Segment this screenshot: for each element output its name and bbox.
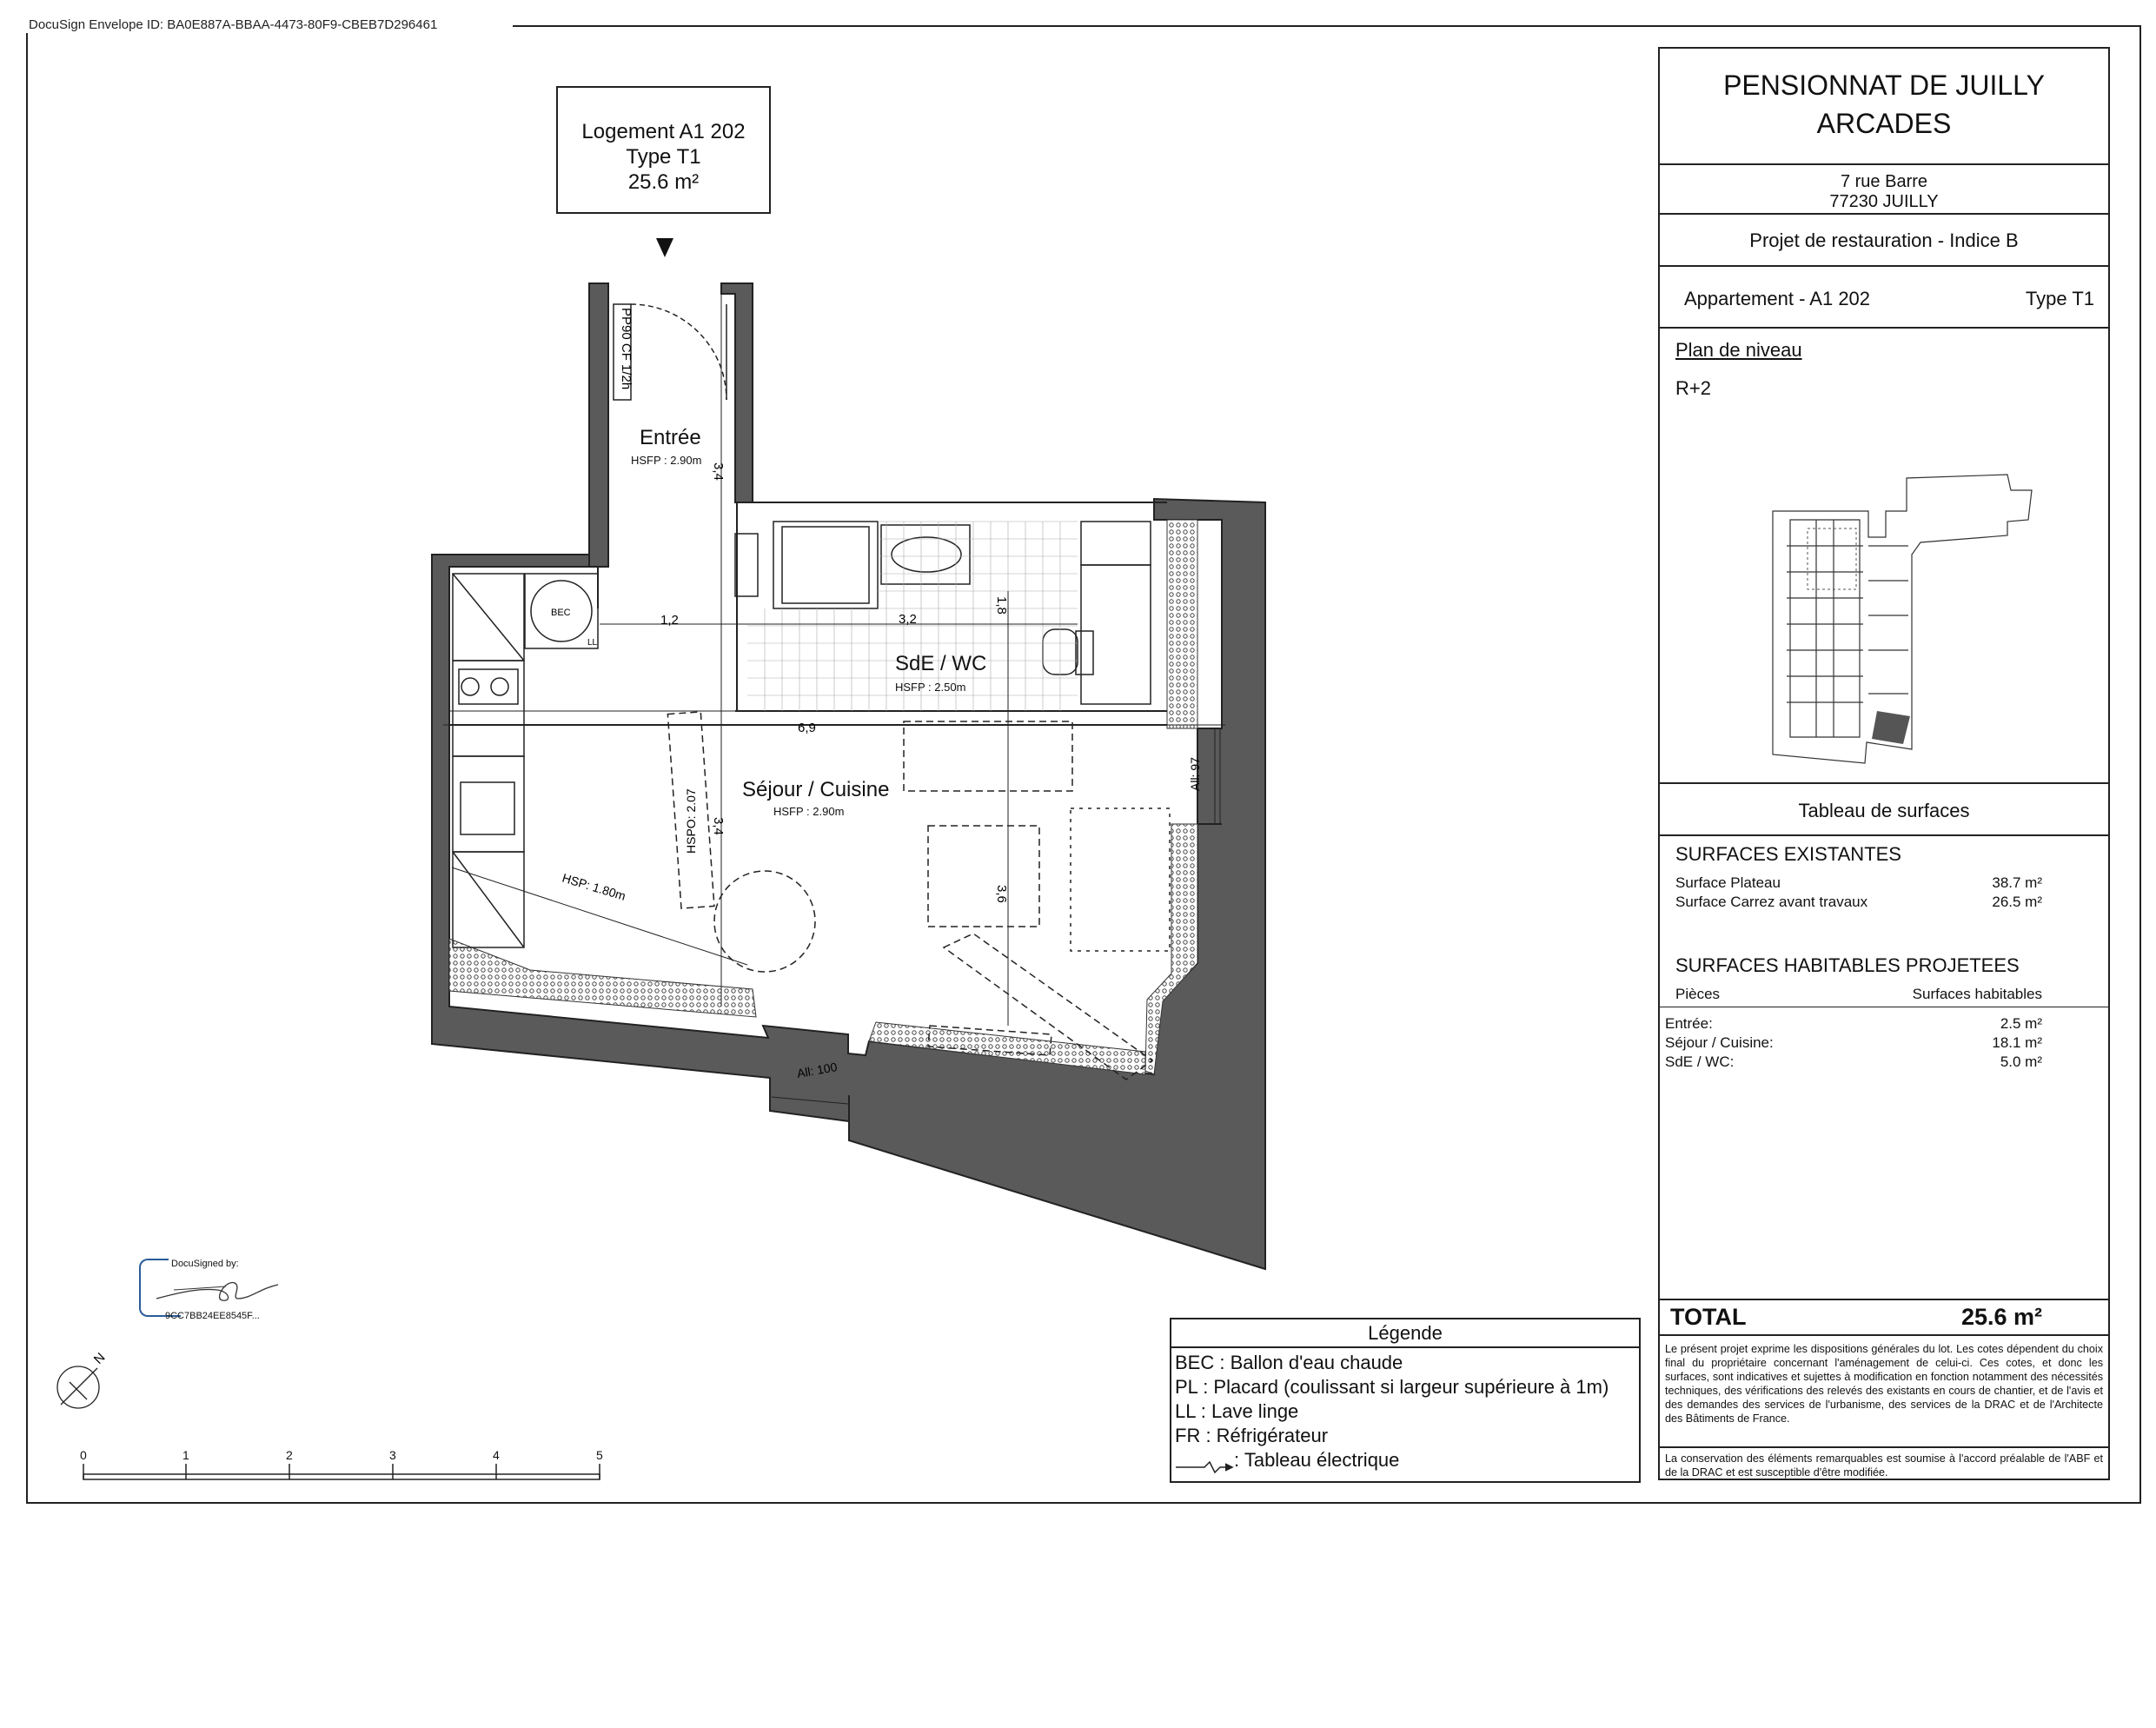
signature-scribble-icon [148,1273,287,1307]
surfaces-title-row [1660,784,2108,836]
signature-hash: 9CC7BB24EE8545F... [165,1311,260,1321]
hspo-label: HSPO: 2.07 [684,788,698,854]
dim-bath-width: 3,2 [899,612,917,627]
scale-label: 0 [80,1448,87,1462]
title-block [1658,47,2110,1480]
ll-label: LL [587,638,598,648]
room-sejour-height: HSFP : 2.90m [773,805,845,818]
scale-label: 5 [596,1448,603,1462]
project-name-row [1660,49,2108,165]
legend-item: PL : Placard (coulissant si largeur supérieure à 1m) [1175,1376,1609,1398]
projected-value: 2.5 m² [2000,1015,2042,1032]
door-label: PP90 CF 1/2h [619,308,634,390]
address-row [1660,165,2108,215]
project-name: PENSIONNAT DE JUILLY [1723,70,2045,101]
docusign-signature [139,1259,287,1324]
existing-value: 26.5 m² [1992,894,2042,910]
legend-title: Légende [1171,1319,1639,1348]
project-row [1660,215,2108,267]
allege-97-label: All: 97 [1188,757,1202,791]
scale-label: 2 [286,1448,293,1462]
plan-level: R+2 [1675,377,1711,399]
projected-label: SdE / WC: [1665,1053,1735,1070]
bec-label: BEC [551,608,571,618]
legend-item: LL : Lave linge [1175,1400,1299,1422]
projected-col-left: Pièces [1675,986,1721,1002]
project-phase: Projet de restauration - Indice B [1749,229,2019,251]
apartment-id: Appartement - A1 202 [1684,288,1871,309]
room-sde-height: HSFP : 2.50m [895,681,966,694]
projected-title: SURFACES HABITABLES PROJETEES [1675,954,2020,976]
dim-living-length: 3,4 [711,817,726,835]
envelope-id: DocuSign Envelope ID: BA0E887A-BBAA-4473-80F9-CBEB7D296461 [29,17,438,32]
scale-label: 1 [182,1448,189,1462]
dim-bath-depth: 1,8 [994,596,1009,615]
logement-area: 25.6 m² [627,170,700,194]
entry-arrow-icon [656,238,673,257]
legend-box [1170,1318,1641,1483]
existing-label: Surface Plateau [1675,874,1781,891]
legend-item: : Tableau électrique [1234,1449,1400,1471]
kitchen-units [453,574,524,947]
projected-value: 5.0 m² [2000,1053,2042,1070]
projected-col-right: Surfaces habitables [1912,986,2042,1002]
existing-title: SURFACES EXISTANTES [1675,843,1901,865]
existing-value: 38.7 m² [1992,874,2042,891]
logement-id: Logement A1 202 [581,120,746,143]
surfaces-title: Tableau de surfaces [1798,800,1970,821]
north-letter: N [90,1350,109,1367]
bathroom-fixtures [735,522,1151,704]
dim-entry-length: 3,4 [711,462,726,481]
scale-label: 4 [493,1448,500,1462]
key-plan-diagram [1660,329,2108,781]
hsp-label: HSP: 1.80m [561,870,627,903]
total-value: 25.6 m² [1960,1304,2042,1330]
address-city: 77230 JUILLY [1829,192,1939,211]
scale-bar [83,1464,600,1479]
furniture-dashed [667,712,1170,1080]
projected-label: Entrée: [1665,1015,1713,1032]
projected-value: 18.1 m² [1992,1034,2042,1051]
total-row [1660,1299,2108,1336]
room-sejour-name: Séjour / Cuisine [742,778,890,801]
room-entree-name: Entrée [640,426,701,449]
room-sde-name: SdE / WC [895,652,987,675]
plan-key-row [1660,329,2108,784]
signature-label: DocuSigned by: [169,1259,242,1269]
scale-label: 3 [389,1448,396,1462]
address-street: 7 rue Barre [1840,172,1928,191]
total-label: TOTAL [1670,1304,1747,1330]
dim-living-depth: 3,6 [994,885,1009,903]
apartment-type: Type T1 [2025,288,2094,309]
disclaimer-general: Le présent projet exprime les dispositions générales du lot. Les cotes dépendent du choix final du propriétaire concernant l'aménagement de celui-ci. Ces cotes, et donc les surfaces, sont indicatives et sujettes à modification en fonction notamment des nécessités techniques, des vérifications des relevés des existants en cours de chantier, et de l'avis et des demandes des services de l'urbanisme, des services de la DRAC et de l'Architecte des Bâtiments de France. [1665,1343,2103,1425]
surfaces-table [1660,784,2108,1728]
dim-entry-width: 1,2 [660,613,679,628]
dim-total-width: 6,9 [798,721,816,735]
apartment-row [1660,267,2108,329]
plan-title: Plan de niveau [1675,339,1802,361]
logement-box [556,86,771,214]
legend-item: BEC : Ballon d'eau chaude [1175,1352,1403,1373]
disclaimer-divider [1660,1446,2108,1448]
legend-item: FR : Réfrigérateur [1175,1425,1329,1446]
disclaimer-conservation: La conservation des éléments remarquables est soumise à l'accord préalable de l'ABF et de la DRAC et est susceptible d'être modifiée. [1665,1452,2103,1479]
north-arrow-icon [57,1366,99,1408]
project-subname: ARCADES [1816,108,1952,139]
existing-label: Surface Carrez avant travaux [1675,894,1868,910]
logement-type: Type T1 [626,145,701,169]
projected-label: Séjour / Cuisine: [1665,1034,1774,1051]
allege-100-label: All: 100 [795,1060,839,1080]
room-entree-height: HSFP : 2.90m [631,454,702,467]
